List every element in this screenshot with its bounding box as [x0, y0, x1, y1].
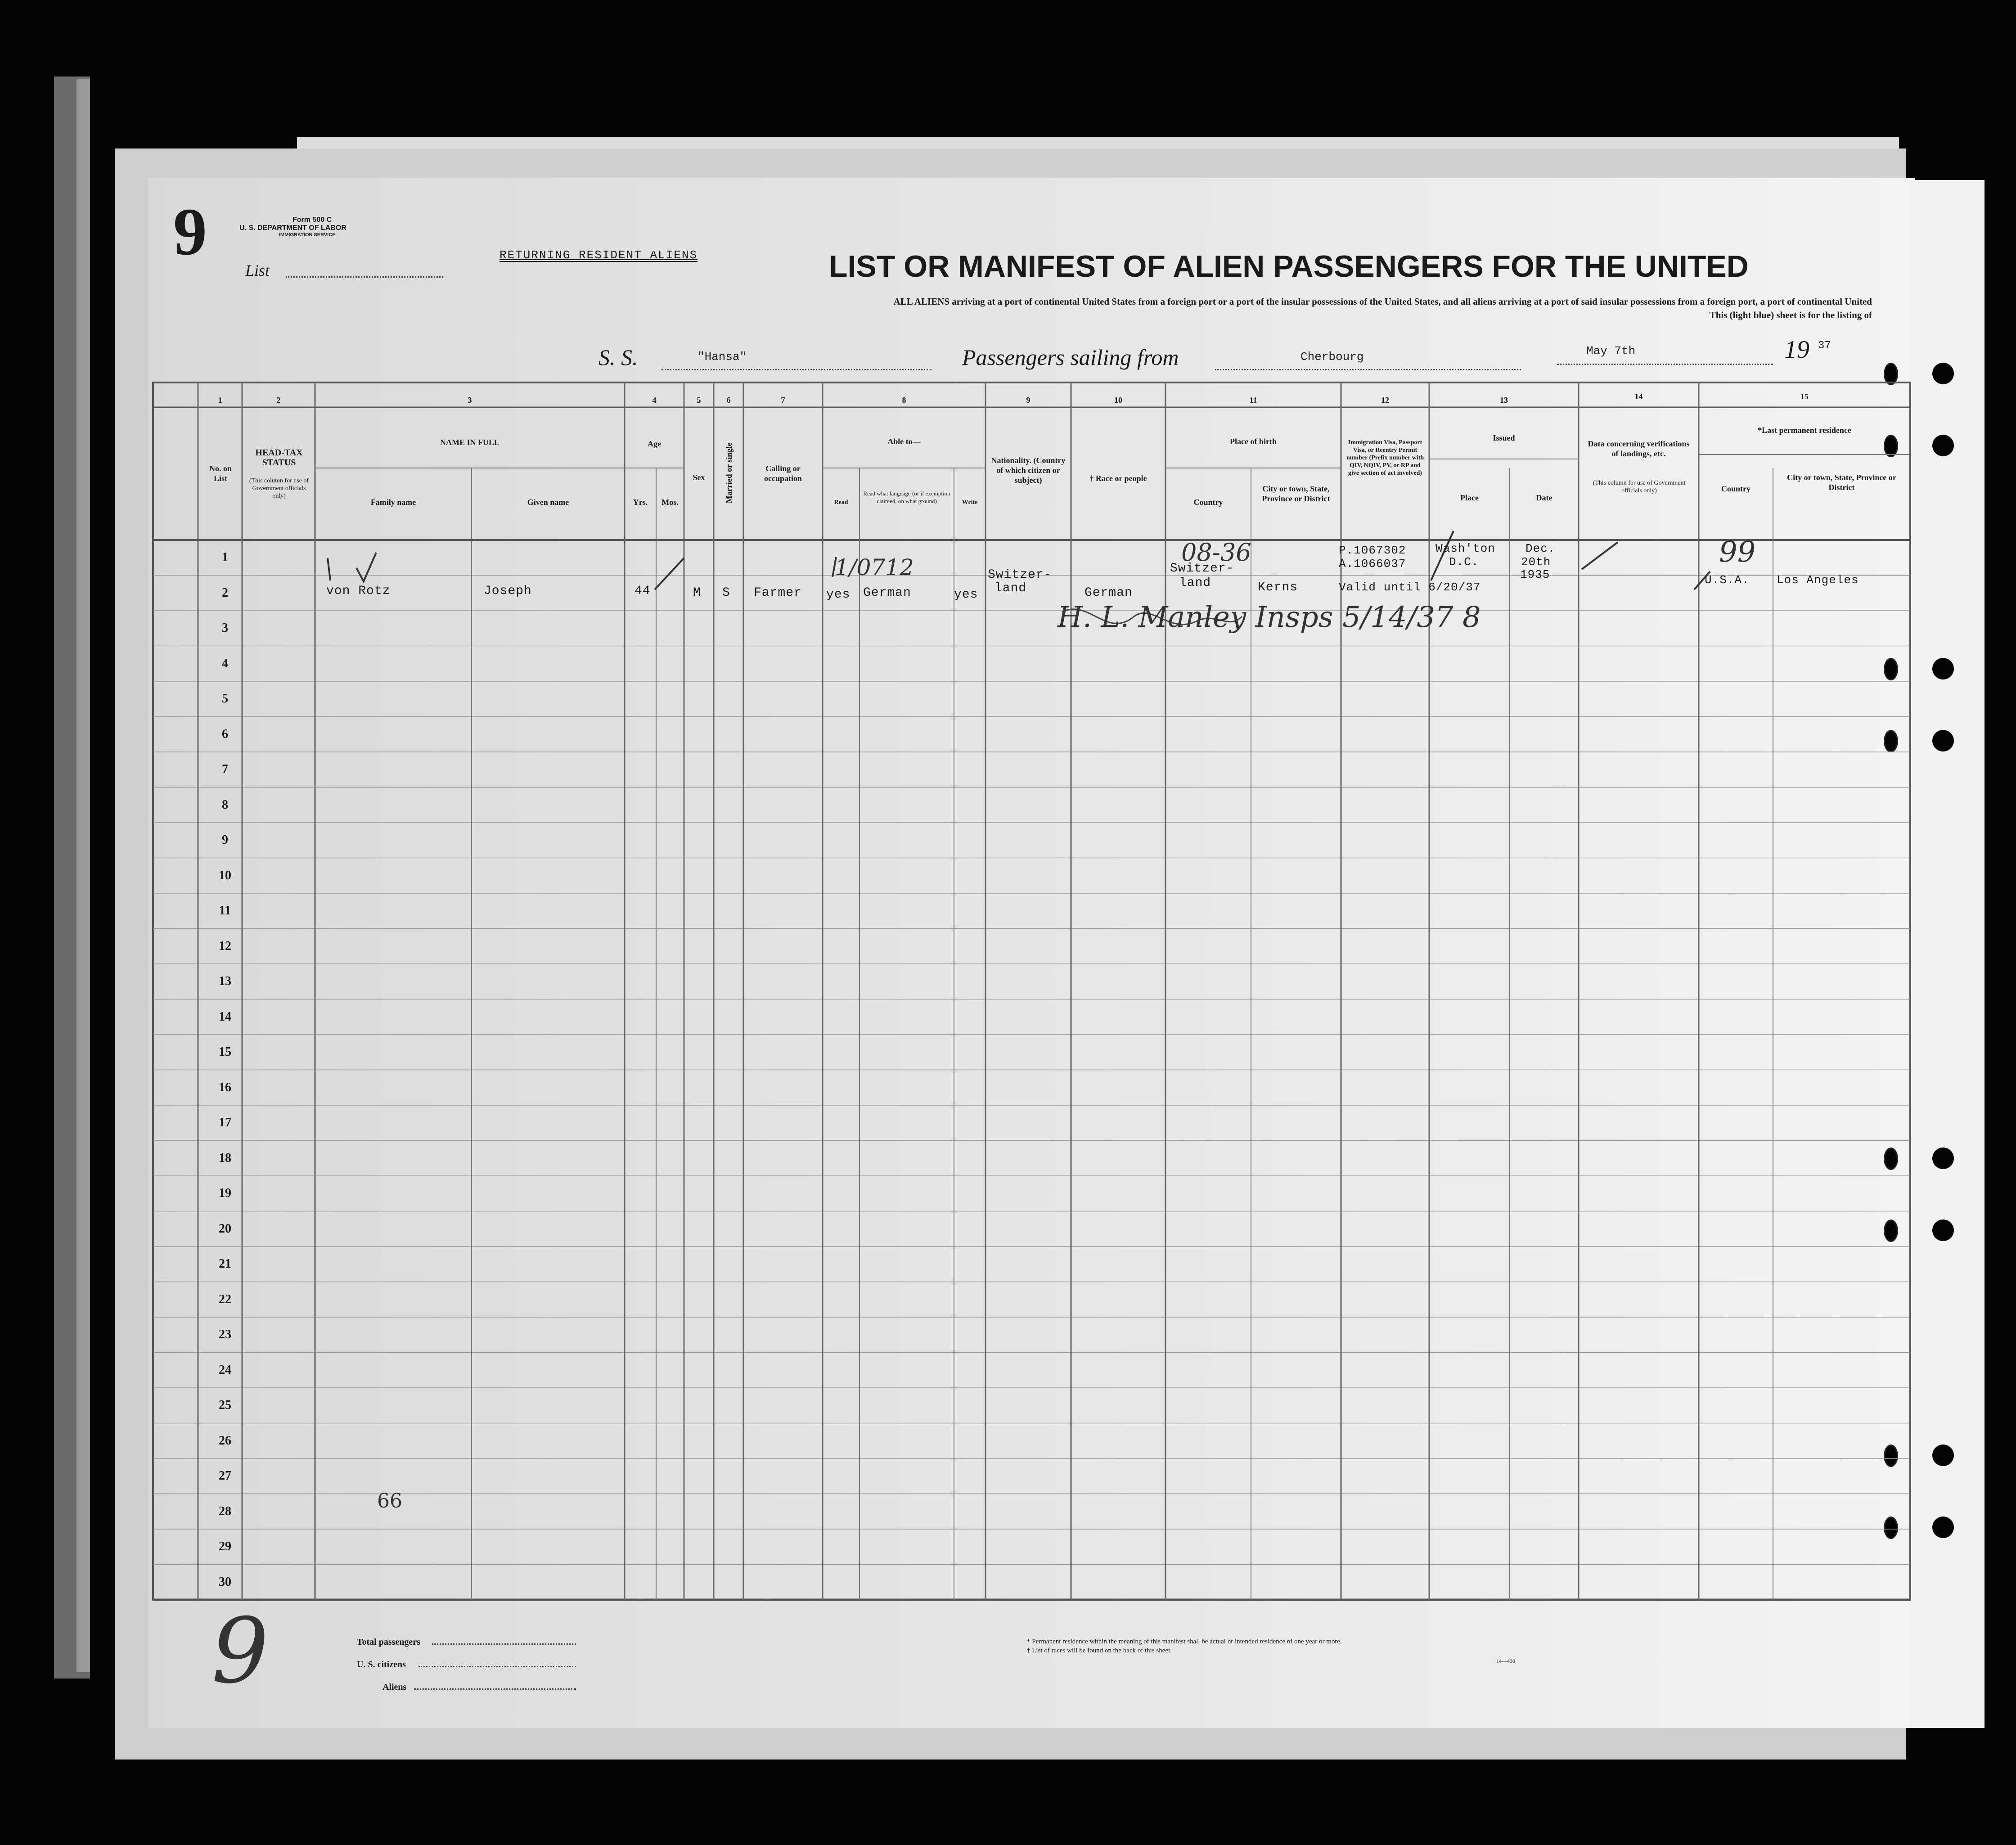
row-number: 9 — [222, 833, 228, 847]
row-number: 16 — [219, 1080, 231, 1094]
entry-read: yes — [826, 588, 850, 602]
row-number: 19 — [219, 1186, 231, 1201]
entry-sex: M — [693, 586, 701, 600]
header-read-language: Read what language (or if exemption claimed, on what ground) — [863, 490, 950, 504]
header-res-city: City or town, State, Province or District — [1787, 473, 1896, 492]
margin-number: 9 — [212, 1599, 269, 1704]
header-read: Read — [834, 499, 848, 506]
total-passengers-dots — [432, 1643, 576, 1645]
col-number: 9 — [1026, 396, 1030, 405]
ship-dotted-line — [662, 369, 932, 370]
header-age-mos: Mos. — [662, 498, 679, 507]
department-label: U. S. DEPARTMENT OF LABOR — [239, 224, 346, 232]
ss-label: S. S. — [598, 345, 638, 370]
departure-port: Cherbourg — [1300, 350, 1364, 364]
col-number: 11 — [1249, 396, 1257, 405]
row-number: 1 — [222, 550, 228, 565]
row-number: 17 — [219, 1116, 231, 1130]
row-number: 27 — [219, 1469, 231, 1483]
port-dotted-line — [1215, 369, 1521, 370]
list-dotted-line — [286, 276, 443, 278]
handwritten-birth-code: 08-36 — [1181, 538, 1251, 567]
header-write: Write — [962, 499, 978, 506]
row-number: 29 — [219, 1539, 231, 1554]
header-no-on-list: No. on List — [209, 464, 232, 483]
header-head-tax-note: (This column for use of Government officials only) — [249, 477, 309, 500]
service-label: IMMIGRATION SERVICE — [279, 232, 336, 238]
row-number: 12 — [219, 939, 231, 953]
row-number: 18 — [219, 1151, 231, 1165]
header-given-name: Given name — [527, 498, 569, 507]
row-number: 7 — [222, 762, 228, 777]
header-sex: Sex — [693, 473, 705, 482]
entry-birth-country-2: land — [1179, 576, 1211, 590]
entry-nationality-1: Switzer- — [988, 568, 1052, 582]
races-footnote: † List of races will be found on the back of this sheet. — [1027, 1647, 1172, 1654]
header-nationality: Nationality. (Country of which citizen or subject) — [991, 456, 1066, 485]
header-res-country: Country — [1721, 484, 1750, 493]
header-issued: Issued — [1493, 433, 1515, 442]
header-married-single: Married or single — [724, 442, 734, 504]
header-able-to: Able to— — [887, 437, 921, 446]
col-number: 8 — [902, 396, 906, 405]
col-number: 7 — [781, 396, 785, 405]
col-number: 5 — [697, 396, 701, 405]
entry-race: German — [1084, 586, 1133, 600]
handwritten-residence-code: 99 — [1719, 536, 1756, 569]
date-dotted-line — [1557, 364, 1773, 365]
sailing-date: May 7th — [1586, 344, 1636, 358]
entry-nationality-2: land — [994, 581, 1027, 595]
row-number: 20 — [219, 1221, 231, 1236]
col-number: 6 — [726, 396, 731, 405]
entry-language: German — [863, 586, 911, 600]
header-issued-place: Place — [1460, 493, 1479, 502]
year-prefix: 19 — [1784, 336, 1809, 364]
entry-issued-date-2: 20th — [1521, 555, 1551, 569]
col-number: 10 — [1114, 396, 1122, 405]
entry-birth-city: Kerns — [1258, 580, 1298, 594]
header-family-name: Family name — [370, 498, 416, 507]
header-age: Age — [648, 439, 661, 448]
manifest-subtitle-2: This (light blue) sheet is for the listing of — [1709, 310, 1872, 320]
row-number: 13 — [219, 974, 231, 989]
entry-issued-place-1: Wash'ton — [1436, 542, 1495, 555]
returning-stamp: RETURNING RESIDENT ALIENS — [500, 248, 698, 262]
row-number: 11 — [219, 904, 231, 918]
us-citizens-dots — [418, 1666, 576, 1667]
year-suffix: 37 — [1818, 340, 1831, 352]
col-number: 1 — [218, 396, 222, 405]
header-verifications: Data concerning verifications of landings, etc. — [1588, 439, 1690, 458]
row-number: 5 — [222, 692, 228, 706]
col-number: 13 — [1500, 396, 1508, 405]
form-number: Form 500 C — [292, 216, 332, 224]
col-number: 4 — [652, 396, 657, 405]
entry-res-city: Los Angeles — [1777, 573, 1859, 587]
entry-issued-date-3: 1935 — [1520, 568, 1550, 581]
us-citizens-label: U. S. citizens — [357, 1660, 406, 1670]
header-name-in-full: NAME IN FULL — [440, 438, 500, 447]
entry-visa-2: A.1066037 — [1339, 557, 1406, 571]
row-number: 21 — [219, 1257, 231, 1271]
entry-write: yes — [954, 588, 978, 602]
entry-age-yrs: 44 — [634, 584, 651, 598]
handwritten-code: 1/0712 — [835, 554, 914, 580]
row-number: 2 — [222, 585, 228, 600]
row-number: 24 — [219, 1363, 231, 1377]
col-number: 3 — [468, 396, 472, 405]
row-number: 22 — [219, 1292, 231, 1306]
row-number: 3 — [222, 621, 228, 635]
aliens-dots — [414, 1688, 576, 1690]
col-number: 15 — [1800, 392, 1809, 401]
row-number: 25 — [219, 1398, 231, 1413]
header-visa: Immigration Visa, Passport Visa, or Reentry Permit number (Prefix number with QIV, NQIV, PV, or RP and give section of act involved) — [1346, 439, 1424, 477]
list-number: 9 — [173, 194, 207, 269]
entry-birth-country-1: Switzer- — [1170, 562, 1234, 576]
header-last-residence: *Last permanent residence — [1758, 426, 1851, 435]
entry-issued-date-1: Dec. — [1526, 542, 1556, 555]
row-number: 26 — [219, 1433, 231, 1448]
row-number: 6 — [222, 727, 228, 741]
entry-family-name: von Rotz — [326, 584, 391, 598]
entry-marital: S — [722, 586, 730, 600]
header-age-yrs: Yrs. — [633, 498, 648, 507]
entry-issued-place-2: D.C. — [1449, 555, 1479, 569]
row-number: 15 — [219, 1045, 231, 1059]
header-race: † Race or people — [1089, 474, 1147, 483]
row-number: 10 — [219, 868, 231, 882]
row-number: 23 — [219, 1328, 231, 1342]
entry-given-name: Joseph — [484, 584, 532, 598]
total-passengers-label: Total passengers — [357, 1637, 420, 1647]
entry-res-country: U.S.A. — [1705, 573, 1750, 587]
header-issued-date: Date — [1536, 493, 1552, 502]
handwritten-tally: 66 — [377, 1490, 402, 1512]
header-calling: Calling or occupation — [764, 464, 802, 483]
row-number: 28 — [219, 1504, 231, 1518]
header-verifications-note: (This column for use of Government officials only) — [1593, 480, 1686, 494]
entry-occupation: Farmer — [754, 586, 802, 600]
col-number: 14 — [1634, 392, 1643, 401]
header-birth-city: City or town, State, Province or District — [1262, 484, 1330, 503]
ship-name: "Hansa" — [698, 350, 747, 364]
row-number: 8 — [222, 797, 228, 812]
residence-footnote: * Permanent residence within the meaning of this manifest shall be actual or intended residence of one year or more. — [1027, 1638, 1342, 1645]
entry-visa-3: Valid until 6/20/37 — [1339, 580, 1481, 594]
col-number: 12 — [1381, 396, 1389, 405]
footer-form-code: 14—430 — [1496, 1658, 1515, 1664]
row-number: 30 — [219, 1575, 231, 1589]
row-number: 4 — [222, 656, 228, 670]
header-birth-country: Country — [1193, 498, 1223, 507]
header-place-of-birth: Place of birth — [1230, 437, 1277, 446]
entry-visa-1: P.1067302 — [1339, 544, 1406, 557]
inspector-signature: H. L. Manley Insps 5/14/37 8 — [1058, 601, 1481, 634]
list-label: List — [245, 261, 270, 279]
manifest-title: LIST OR MANIFEST OF ALIEN PASSENGERS FOR THE UNITED — [829, 249, 1749, 284]
aliens-label: Aliens — [382, 1682, 407, 1692]
manifest-subtitle-1: ALL ALIENS arriving at a port of continental United States from a foreign port or a port of the insular possessions of the United States, and all aliens arriving at a port of said insular possessions from a foreign port, a port of continental United — [893, 296, 1872, 307]
header-head-tax: HEAD-TAX STATUS — [255, 448, 303, 468]
row-number: 14 — [219, 1009, 231, 1024]
col-number: 2 — [276, 396, 281, 405]
sailing-label: Passengers sailing from — [962, 345, 1179, 370]
